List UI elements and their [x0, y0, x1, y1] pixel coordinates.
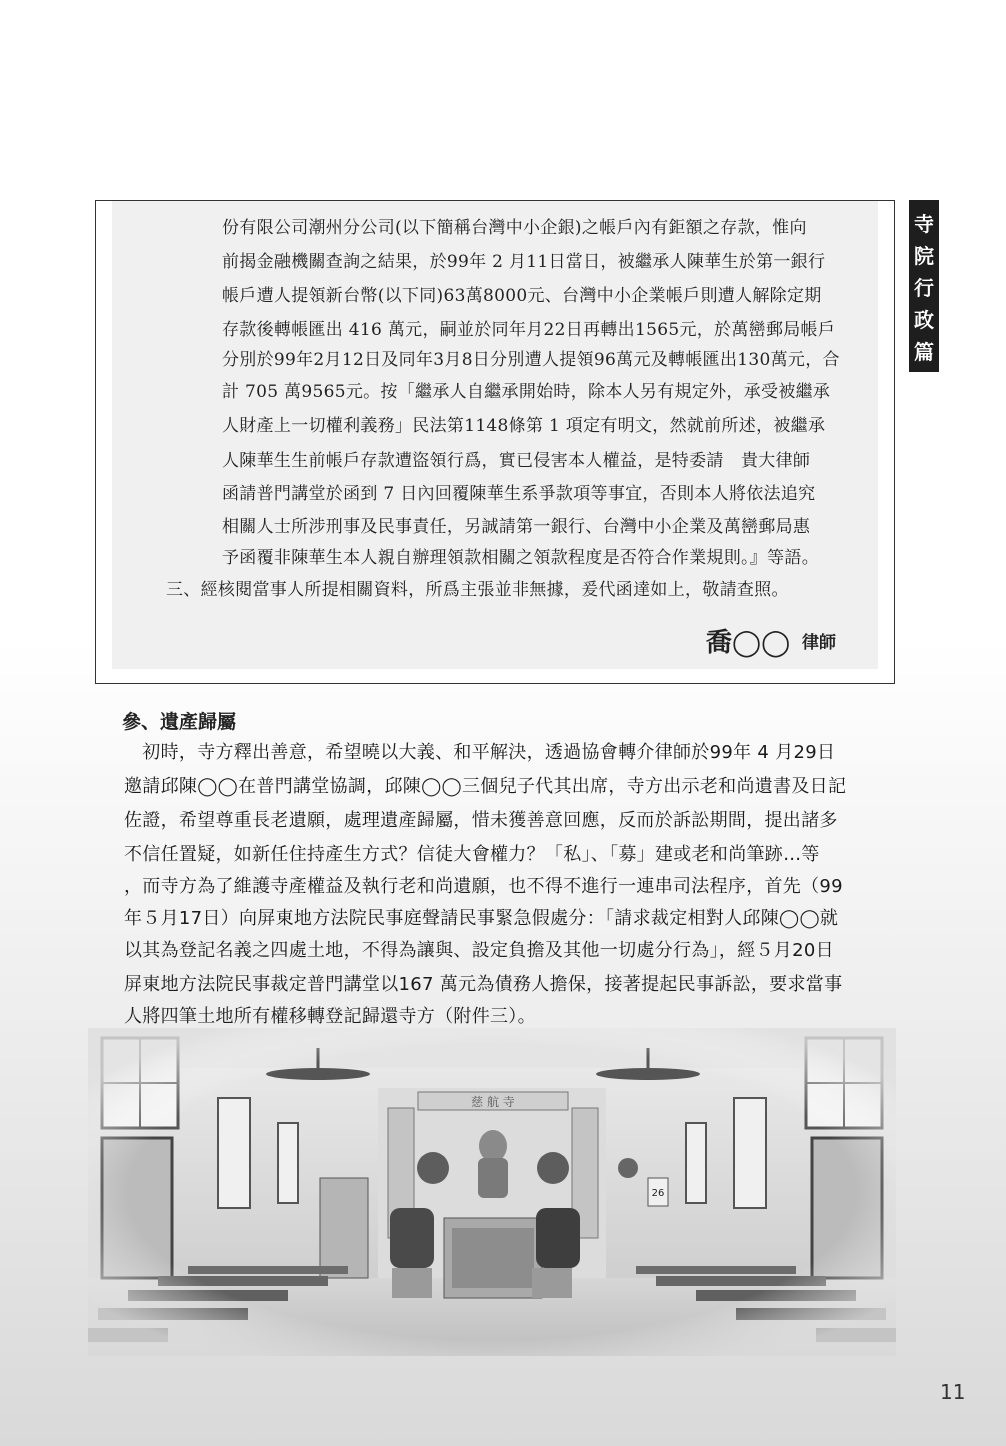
- body-line: ，而寺方為了維護寺產權益及執行老和尚遺願，也不得不進行一連串司法程序，首先（99: [124, 876, 843, 897]
- quote-line: 存款後轉帳匯出 416 萬元，嗣並於同年月22日再轉出1565元，於萬巒郵局帳戶: [222, 320, 836, 340]
- quote-line: 份有限公司潮州分公司(以下簡稱台灣中小企銀)之帳戶內有鉅額之存款，惟向: [222, 218, 807, 238]
- body-line: 年５月17日）向屏東地方法院民事庭聲請民事緊急假處分：「請求裁定相對人邱陳◯◯就: [124, 908, 839, 929]
- section-tab-char: 院: [914, 243, 934, 268]
- body-line: 初時，寺方釋出善意，希望曉以大義、和平解決，透過協會轉介律師於99年 4 月29日: [124, 742, 836, 763]
- body-line: 不信任置疑，如新任住持產生方式？信徒大會權力？「私」、「募」建或老和尚筆跡…等: [124, 844, 820, 865]
- quote-line: 分別於99年2月12日及同年3月8日分別遭人提領96萬元及轉帳匯出130萬元，合: [222, 350, 840, 370]
- quote-line: 予函覆非陳華生本人親自辦理領款相關之領款程度是否符合作業規則。』等語。: [222, 548, 819, 568]
- section-tab-char: 寺: [914, 211, 934, 236]
- section-tab-char: 篇: [914, 339, 934, 364]
- quote-line: 帳戶遭人提領新台幣(以下同)63萬8000元、台灣中小企業帳戶則遭人解除定期: [222, 286, 822, 306]
- quote-line: 三、經核閱當事人所提相關資料，所爲主張並非無據，爰代函達如上，敬請查照。: [166, 580, 789, 600]
- temple-hall-photo: [88, 1028, 896, 1356]
- section-tab: [909, 200, 939, 372]
- quote-line: 人財產上一切權利義務」民法第1148條第 1 項定有明文，然就前所述，被繼承: [222, 416, 826, 436]
- body-line: 以其為登記名義之四處土地，不得為讓與、設定負擔及其他一切處分行為」，經５月20日: [124, 940, 834, 961]
- quote-line: 前揭金融機關查詢之結果，於99年 2 月11日當日，被繼承人陳華生於第一銀行: [222, 252, 826, 272]
- section-tab-char: 行: [914, 275, 934, 300]
- section-tab-char: 政: [914, 307, 934, 332]
- body-line: 人將四筆土地所有權移轉登記歸還寺方（附件三）。: [124, 1006, 536, 1027]
- quote-line: 計 705 萬9565元。按「繼承人自繼承開始時，除本人另有規定外，承受被繼承: [222, 382, 831, 402]
- signature-title: 律師: [802, 633, 836, 653]
- body-line: 屏東地方法院民事裁定普門講堂以167 萬元為債務人擔保，接著提起民事訴訟，要求當事: [124, 974, 843, 995]
- signature-name: 喬◯◯: [706, 628, 791, 658]
- body-line: 邀請邱陳◯◯在普門講堂協調，邱陳◯◯三個兒子代其出席，寺方出示老和尚遺書及日記: [124, 776, 847, 797]
- quote-line: 相關人士所涉刑事及民事責任，另誠請第一銀行、台灣中小企業及萬巒郵局惠: [222, 517, 811, 537]
- section-heading: 參、遺產歸屬: [122, 711, 237, 733]
- quote-line: 函請普門講堂於函到 7 日內回覆陳華生系爭款項等事宜，否則本人將依法追究: [222, 484, 816, 504]
- body-line: 佐證，希望尊重長老遺願，處理遺產歸屬，惜未獲善意回應，反而於訴訟期間，提出諸多: [124, 810, 838, 831]
- quote-line: 人陳華生生前帳戶存款遭盜領行爲，實已侵害本人權益，是特委請 貴大律師: [222, 451, 811, 471]
- quoted-letter-box: [95, 200, 895, 684]
- page-number: 11: [940, 1380, 966, 1404]
